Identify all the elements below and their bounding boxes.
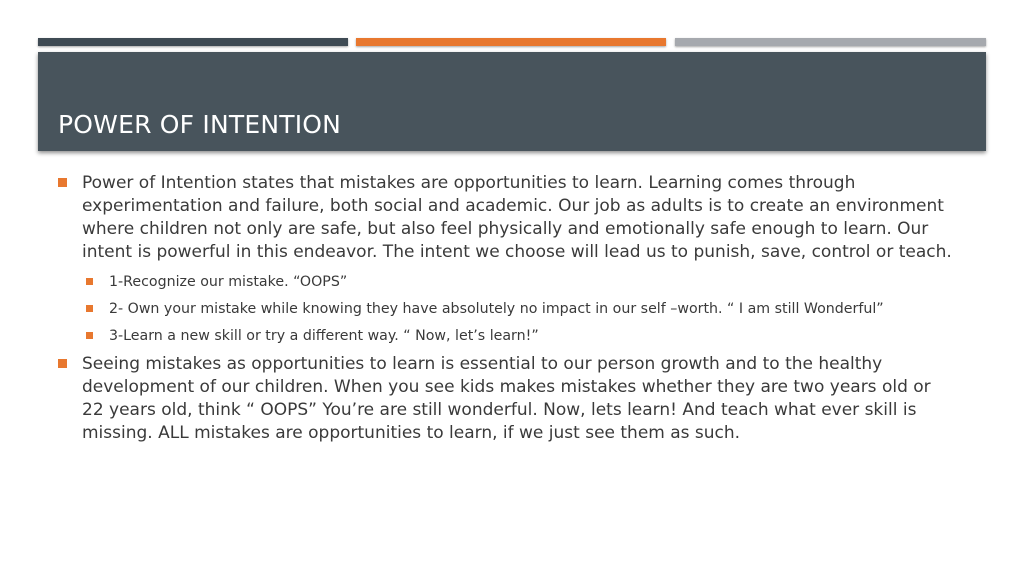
square-bullet-icon [58, 359, 67, 368]
bullet-item [57, 172, 957, 264]
bullet-item [57, 353, 957, 445]
square-bullet-icon [86, 305, 93, 312]
accent-bar-orange [356, 38, 666, 46]
bullet-text: Power of Intention states that mistakes are opportunities to learn. Learning comes through experimentation and failure, both social and academic. Our job as adults is to create an environment where children not only are safe, but also feel physically and emotionally safe enough to learn. Our intent is powerful in this endeavor. The intent we choose will lead us to punish, save, control or teach. [82, 173, 952, 262]
square-bullet-icon [58, 178, 67, 187]
slide-content [57, 172, 957, 453]
sub-bullet-text: 3-Learn a new skill or try a different way. “ Now, let’s learn!” [109, 328, 539, 344]
sub-bullet-text: 2- Own your mistake while knowing they have absolutely no impact in our self –worth. “ I am still Wonderful” [109, 301, 884, 317]
title-band [38, 52, 986, 151]
square-bullet-icon [86, 278, 93, 285]
square-bullet-icon [86, 332, 93, 339]
slide-title: POWER OF INTENTION [58, 110, 342, 139]
sub-bullet-text: 1-Recognize our mistake. “OOPS” [109, 274, 348, 290]
sub-bullet-item [84, 326, 957, 346]
sub-bullet-item [84, 299, 957, 319]
sub-bullet-item [84, 272, 957, 292]
bullet-text: Seeing mistakes as opportunities to learn is essential to our person growth and to the healthy development of our children. When you see kids makes mistakes whether they are two years old or 22 years old, think “ OOPS” You’re are still wonderful. Now, lets learn! And teach what ever skill is missing. ALL mistakes are opportunities to learn, if we just see them as such. [82, 354, 931, 443]
accent-bar-dark [38, 38, 348, 46]
accent-bar-gray [675, 38, 986, 46]
